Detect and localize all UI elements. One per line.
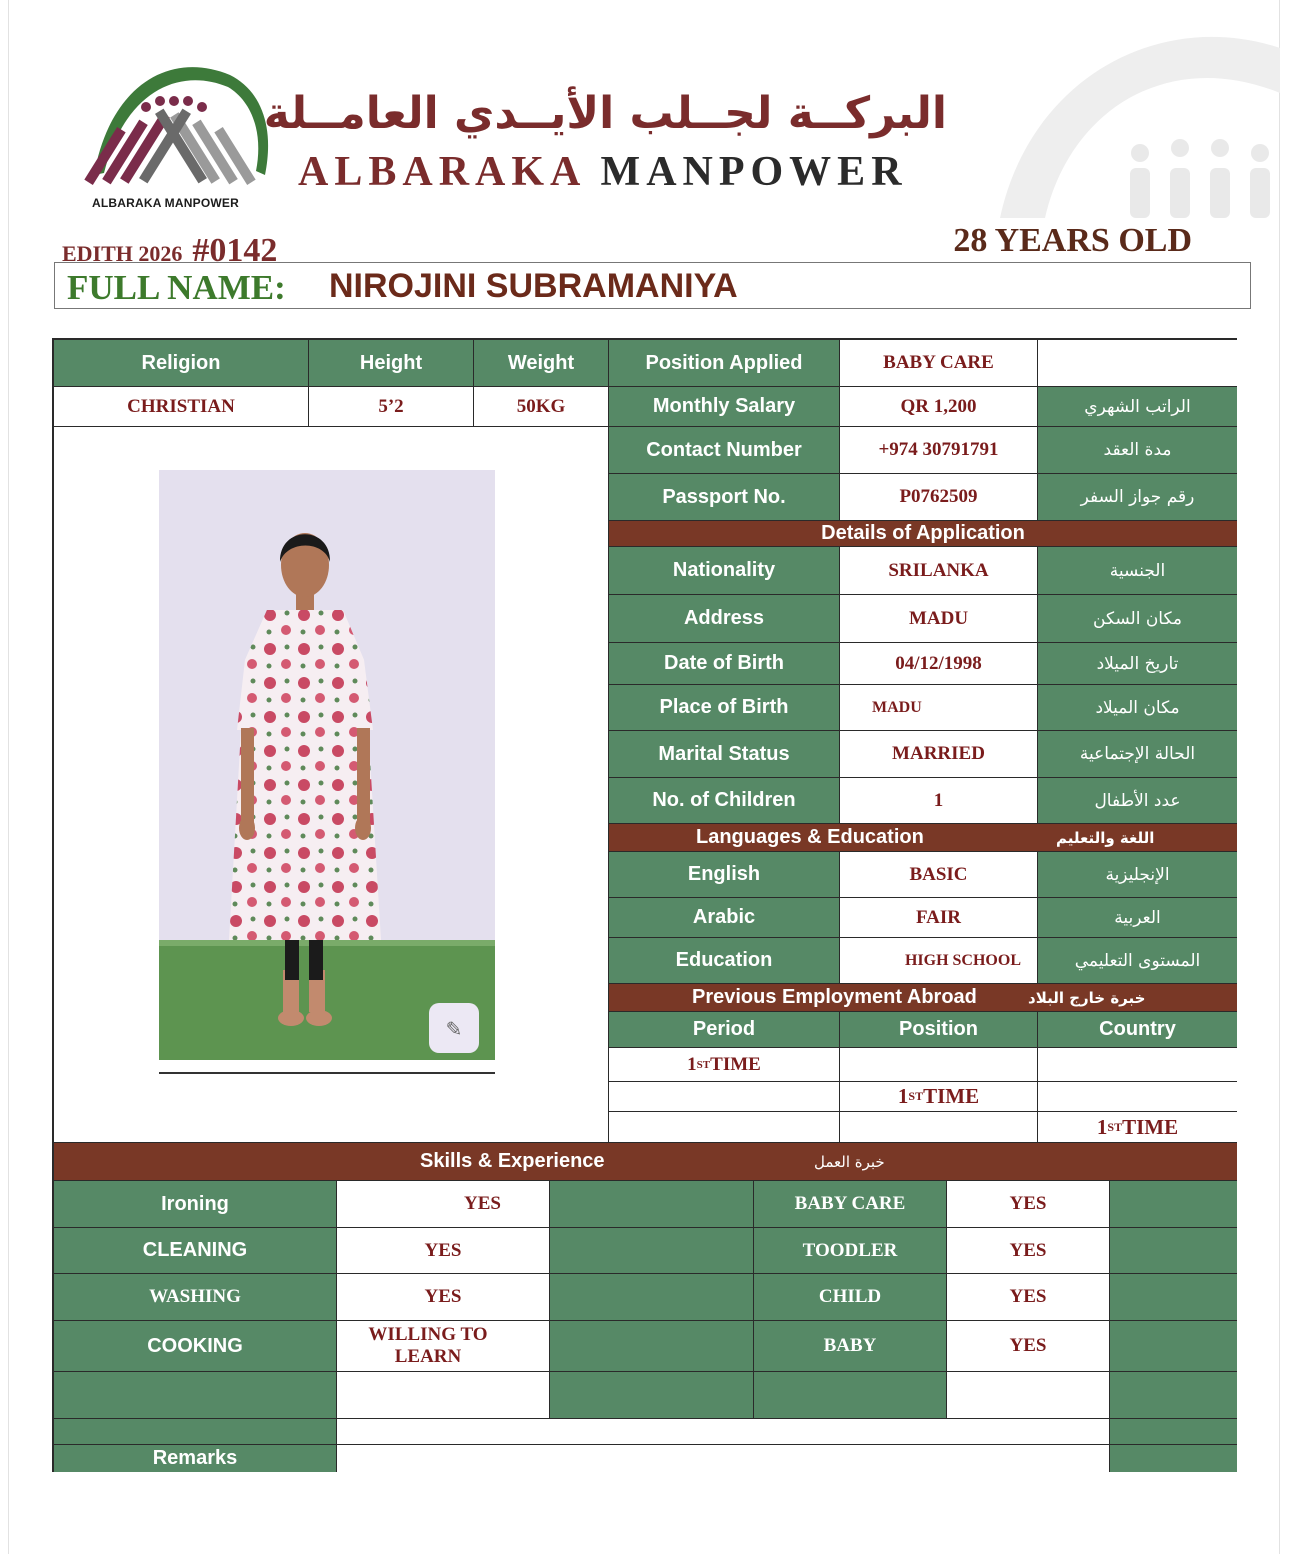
pob-value: MADU: [840, 685, 1038, 731]
skill-empty-label: [54, 1372, 337, 1419]
company-word-1: ALBARAKA: [298, 149, 585, 195]
passport-value: P0762509: [840, 474, 1038, 521]
arabic-label-ar: العربية: [1038, 898, 1237, 938]
skill-cleaning-value: YES: [337, 1228, 550, 1274]
skill-empty-value: [337, 1372, 550, 1419]
languages-band-title-ar: اللغة والتعليم: [1056, 829, 1155, 847]
photo-underline: [159, 1072, 495, 1074]
full-name-box: [54, 262, 1251, 309]
salary-label-ar: الراتب الشهري: [1038, 387, 1237, 427]
employment-row-1-country: [1038, 1048, 1237, 1082]
skill-empty-cell: [550, 1372, 754, 1419]
spacer-cell: [337, 1419, 1110, 1445]
skill-child-value: YES: [947, 1274, 1110, 1321]
skill-empty-cell: [550, 1321, 754, 1372]
first-suffix: ST: [908, 1089, 924, 1103]
dob-label-ar: تاريخ الميلاد: [1038, 643, 1237, 685]
skills-band: [54, 1143, 1237, 1181]
watermark-logo: [990, 18, 1280, 218]
position-header: Position: [840, 1012, 1038, 1048]
company-logo: [80, 55, 280, 195]
skill-empty-cell: [550, 1274, 754, 1321]
employment-row-2-position: [840, 1082, 1038, 1112]
skill-cooking-value: WILLING TO LEARN: [337, 1321, 550, 1372]
education-label: Education: [609, 938, 840, 984]
pob-label-ar: مكان الميلاد: [1038, 685, 1237, 731]
cv-table: [52, 338, 1237, 1472]
spacer-label: [54, 1419, 337, 1445]
address-value: MADU: [840, 595, 1038, 643]
religion-value: CHRISTIAN: [54, 387, 309, 427]
candidate-photo: [159, 470, 495, 1060]
skill-empty-cell: [1110, 1372, 1237, 1419]
full-name-value: NIROJINI SUBRAMANIYA: [329, 267, 738, 305]
passport-label-ar: رقم جواز السفر: [1038, 474, 1237, 521]
employment-band-title: Previous Employment Abroad: [692, 986, 977, 1008]
remarks-value: [337, 1445, 1110, 1472]
first-digit: 1: [1096, 1114, 1108, 1139]
dob-label: Date of Birth: [609, 643, 840, 685]
cv-number: #0142: [192, 232, 278, 269]
weight-header: Weight: [474, 340, 609, 387]
passport-label: Passport No.: [609, 474, 840, 521]
skill-baby-value: YES: [947, 1321, 1110, 1372]
skill-ironing-value: YES: [337, 1181, 550, 1228]
contact-label: Contact Number: [609, 427, 840, 474]
first-time: TIME: [923, 1084, 980, 1108]
empty-cell: [1038, 340, 1237, 387]
nationality-value: SRILANKA: [840, 547, 1038, 595]
marital-label-ar: الحالة الإجتماعية: [1038, 731, 1237, 778]
period-header: Period: [609, 1012, 840, 1048]
marital-label: Marital Status: [609, 731, 840, 778]
contact-value: +974 30791791: [840, 427, 1038, 474]
arabic-value: FAIR: [840, 898, 1038, 938]
company-name-arabic: البركــة لجــلب الأيــدي العامــلة: [263, 88, 947, 139]
skill-ironing-label: Ironing: [54, 1181, 337, 1228]
employment-row-1-period: [609, 1048, 840, 1082]
salary-label: Monthly Salary: [609, 387, 840, 427]
skill-babycare-label: BABY CARE: [754, 1181, 947, 1228]
employment-row-3-period: [609, 1112, 840, 1143]
spacer-cell: [1110, 1419, 1237, 1445]
first-suffix: ST: [1107, 1119, 1123, 1134]
employment-row-1-position: [840, 1048, 1038, 1082]
first-digit: 1: [897, 1084, 909, 1108]
skill-empty-cell: [550, 1228, 754, 1274]
children-label: No. of Children: [609, 778, 840, 824]
dob-value: 04/12/1998: [840, 643, 1038, 685]
letterhead: [0, 0, 1290, 220]
education-value: HIGH SCHOOL: [840, 938, 1038, 984]
first-digit: 1: [687, 1053, 697, 1075]
first-time: TIME: [710, 1053, 761, 1075]
english-label-ar: الإنجليزية: [1038, 852, 1237, 898]
employment-row-3-position: [840, 1112, 1038, 1143]
languages-band-title: Languages & Education: [696, 826, 924, 848]
height-header: Height: [309, 340, 474, 387]
employment-band-title-ar: خبرة خارج البلاد: [1028, 989, 1146, 1007]
country-header: Country: [1038, 1012, 1237, 1048]
children-label-ar: عدد الأطفال: [1038, 778, 1237, 824]
skill-cleaning-label: CLEANING: [54, 1228, 337, 1274]
salary-value: QR 1,200: [840, 387, 1038, 427]
skill-toddler-label: TOODLER: [754, 1228, 947, 1274]
remarks-extra: [1110, 1445, 1237, 1472]
employment-row-2-country: [1038, 1082, 1237, 1112]
height-value: 5’2: [309, 387, 474, 427]
skill-empty-cell: [1110, 1228, 1237, 1274]
weight-value: 50KG: [474, 387, 609, 427]
first-suffix: ST: [696, 1058, 711, 1071]
nationality-label-ar: الجنسية: [1038, 547, 1237, 595]
position-applied-label: Position Applied: [609, 340, 840, 387]
skill-toddler-value: YES: [947, 1228, 1110, 1274]
skill-empty-cell: [754, 1372, 947, 1419]
education-label-ar: المستوى التعليمي: [1038, 938, 1237, 984]
employment-row-2-period: [609, 1082, 840, 1112]
contact-label-ar: مدة العقد: [1038, 427, 1237, 474]
address-label-ar: مكان السكن: [1038, 595, 1237, 643]
english-value: BASIC: [840, 852, 1038, 898]
english-label: English: [609, 852, 840, 898]
employment-row-3-country: [1038, 1112, 1237, 1143]
position-applied-value: BABY CARE: [840, 340, 1038, 387]
skills-band-title: Skills & Experience: [420, 1150, 605, 1172]
skill-empty-cell: [1110, 1181, 1237, 1228]
details-band: Details of Application: [609, 521, 1237, 547]
skill-babycare-value: YES: [947, 1181, 1110, 1228]
company-name-english: [298, 148, 908, 196]
logo-caption: ALBARAKA MANPOWER: [92, 196, 239, 210]
skill-washing-value: YES: [337, 1274, 550, 1321]
svg-text:✎: ✎: [445, 1017, 463, 1041]
skill-empty-cell: [1110, 1274, 1237, 1321]
skill-child-label: CHILD: [754, 1274, 947, 1321]
skills-band-title-ar: خبرة العمل: [814, 1153, 885, 1171]
skill-washing-label: WASHING: [54, 1274, 337, 1321]
photo-area: [54, 427, 609, 1143]
religion-header: Religion: [54, 340, 309, 387]
full-name-label: FULL NAME:: [67, 268, 286, 307]
remarks-label: Remarks: [54, 1445, 337, 1472]
marital-value: MARRIED: [840, 731, 1038, 778]
skill-empty-cell: [1110, 1321, 1237, 1372]
age-label: 28 YEARS OLD: [953, 222, 1192, 259]
nationality-label: Nationality: [609, 547, 840, 595]
pob-label: Place of Birth: [609, 685, 840, 731]
skill-empty-cell: [550, 1181, 754, 1228]
children-value: 1: [840, 778, 1038, 824]
skill-empty-value: [947, 1372, 1110, 1419]
address-label: Address: [609, 595, 840, 643]
edition-label: EDITH 2026: [62, 241, 183, 266]
company-word-2: MANPOWER: [600, 149, 908, 195]
first-time: TIME: [1122, 1114, 1179, 1139]
skill-baby-label: BABY: [754, 1321, 947, 1372]
arabic-label: Arabic: [609, 898, 840, 938]
skill-cooking-label: COOKING: [54, 1321, 337, 1372]
